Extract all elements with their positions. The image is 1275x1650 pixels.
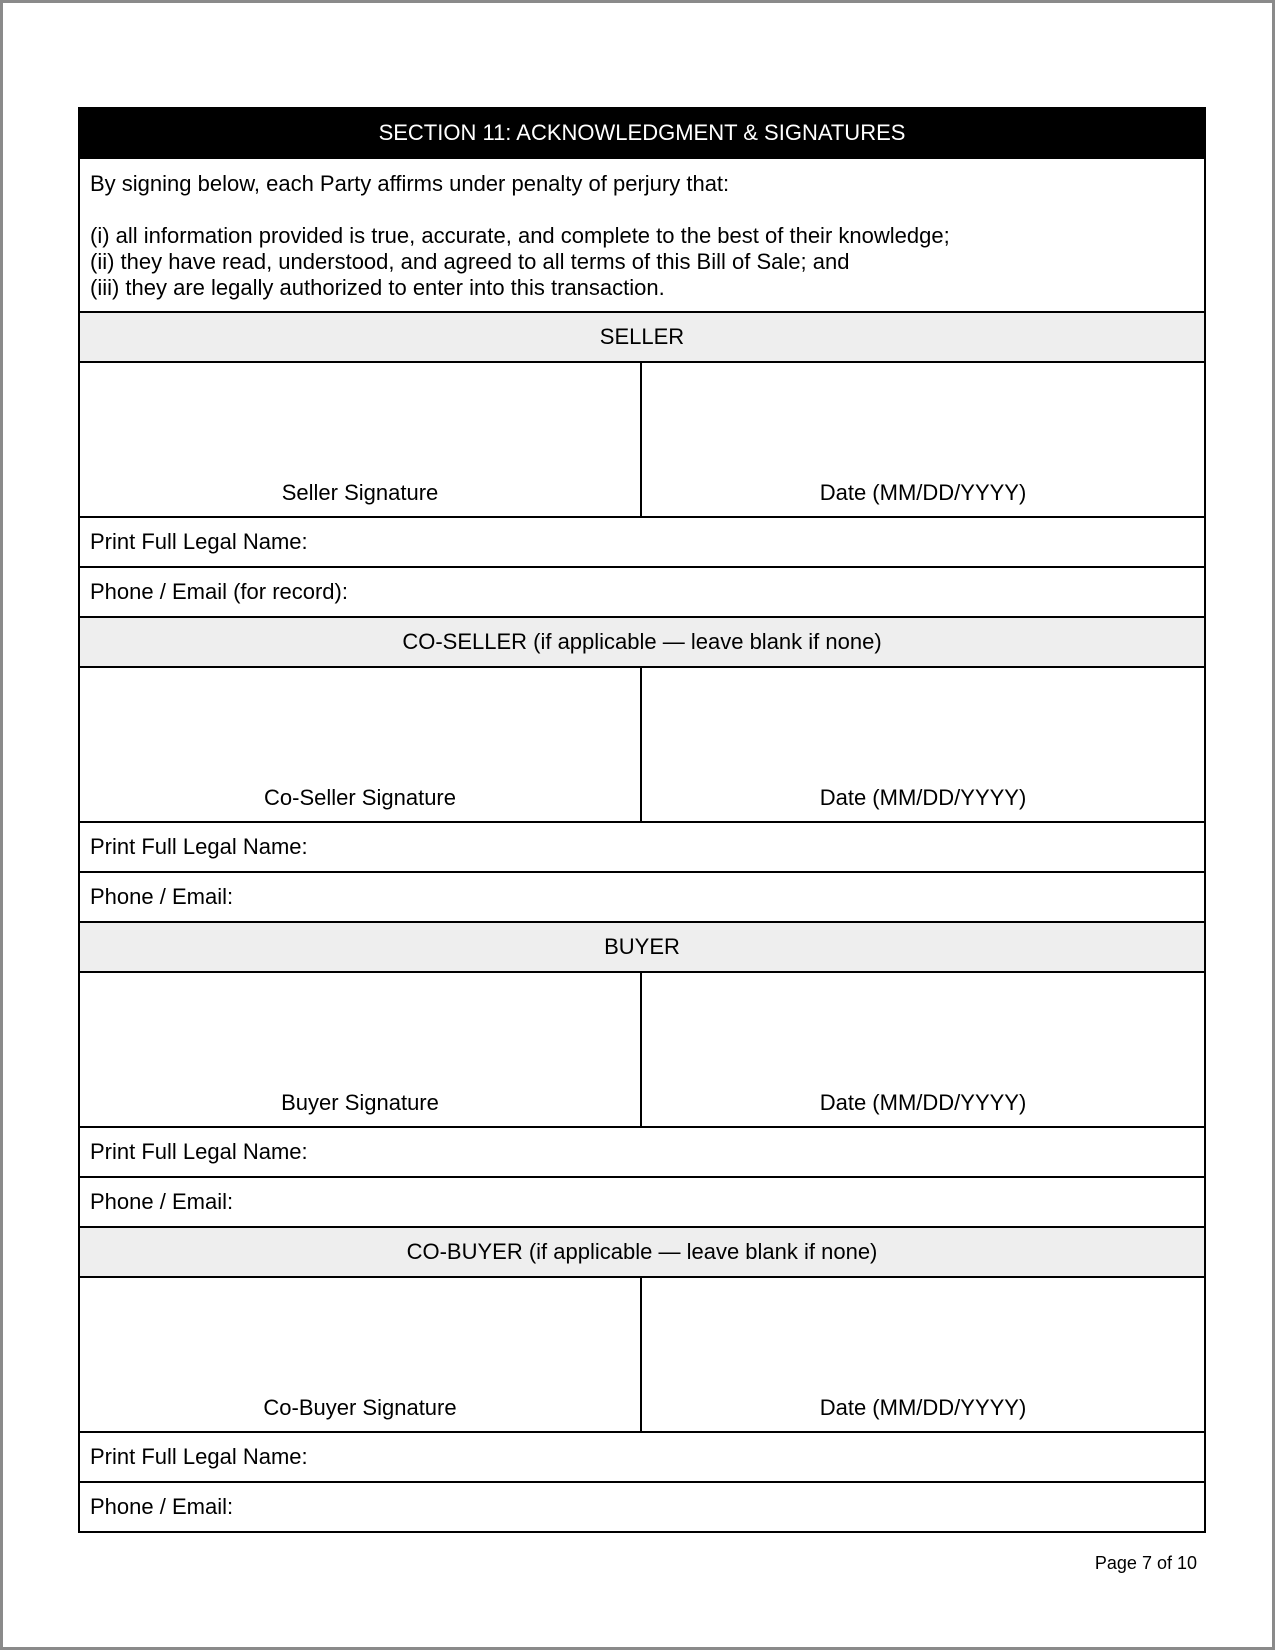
co-buyer-contact-label: Phone / Email: — [90, 1494, 234, 1519]
signature-form — [78, 107, 1206, 1533]
co-buyer-contact-field[interactable] — [80, 1483, 1204, 1533]
seller-signature-field[interactable] — [80, 363, 642, 516]
co-seller-name-field[interactable] — [80, 823, 1204, 873]
co-seller-contact-label: Phone / Email: — [90, 884, 234, 909]
buyer-date-field[interactable] — [642, 973, 1204, 1126]
co-seller-date-label: Date (MM/DD/YYYY) — [819, 785, 1027, 810]
buyer-contact-field[interactable] — [80, 1178, 1204, 1228]
co-seller-contact-field[interactable] — [80, 873, 1204, 923]
co-seller-date-field[interactable] — [642, 668, 1204, 821]
seller-heading: SELLER — [80, 313, 1204, 363]
buyer-name-field[interactable] — [80, 1128, 1204, 1178]
co-seller-name-label: Print Full Legal Name: — [90, 834, 308, 859]
buyer-signature-field[interactable] — [80, 973, 642, 1126]
co-buyer-signature-row — [80, 1278, 1204, 1433]
co-buyer-signature-label: Co-Buyer Signature — [263, 1395, 457, 1420]
buyer-signature-label: Buyer Signature — [281, 1090, 439, 1115]
buyer-signature-row — [80, 973, 1204, 1128]
buyer-name-label: Print Full Legal Name: — [90, 1139, 308, 1164]
acknowledgment-item: (i) all information provided is true, accurate, and complete to the best of their knowledge; — [90, 223, 950, 248]
buyer-contact-label: Phone / Email: — [90, 1189, 234, 1214]
acknowledgment-item: (ii) they have read, understood, and agreed to all terms of this Bill of Sale; and — [90, 249, 850, 274]
buyer-heading: BUYER — [80, 923, 1204, 973]
seller-name-label: Print Full Legal Name: — [90, 529, 308, 554]
seller-contact-label: Phone / Email (for record): — [90, 579, 348, 604]
co-seller-heading: CO-SELLER (if applicable — leave blank if none) — [80, 618, 1204, 668]
co-buyer-name-field[interactable] — [80, 1433, 1204, 1483]
acknowledgment-text — [80, 159, 1204, 313]
section-title: SECTION 11: ACKNOWLEDGMENT & SIGNATURES — [80, 109, 1204, 159]
co-buyer-signature-field[interactable] — [80, 1278, 642, 1431]
co-buyer-name-label: Print Full Legal Name: — [90, 1444, 308, 1469]
seller-date-label: Date (MM/DD/YYYY) — [819, 480, 1027, 505]
seller-date-field[interactable] — [642, 363, 1204, 516]
buyer-date-label: Date (MM/DD/YYYY) — [819, 1090, 1027, 1115]
acknowledgment-lead: By signing below, each Party affirms under penalty of perjury that: — [90, 171, 730, 196]
co-buyer-heading: CO-BUYER (if applicable — leave blank if none) — [80, 1228, 1204, 1278]
page-number: Page 7 of 10 — [1094, 1553, 1197, 1573]
seller-contact-field[interactable] — [80, 568, 1204, 618]
seller-signature-row — [80, 363, 1204, 518]
acknowledgment-item: (iii) they are legally authorized to enter into this transaction. — [90, 275, 665, 300]
co-seller-signature-row — [80, 668, 1204, 823]
co-buyer-date-field[interactable] — [642, 1278, 1204, 1431]
co-seller-signature-field[interactable] — [80, 668, 642, 821]
seller-name-field[interactable] — [80, 518, 1204, 568]
co-seller-signature-label: Co-Seller Signature — [264, 785, 456, 810]
co-buyer-date-label: Date (MM/DD/YYYY) — [819, 1395, 1027, 1420]
seller-signature-label: Seller Signature — [281, 480, 439, 505]
